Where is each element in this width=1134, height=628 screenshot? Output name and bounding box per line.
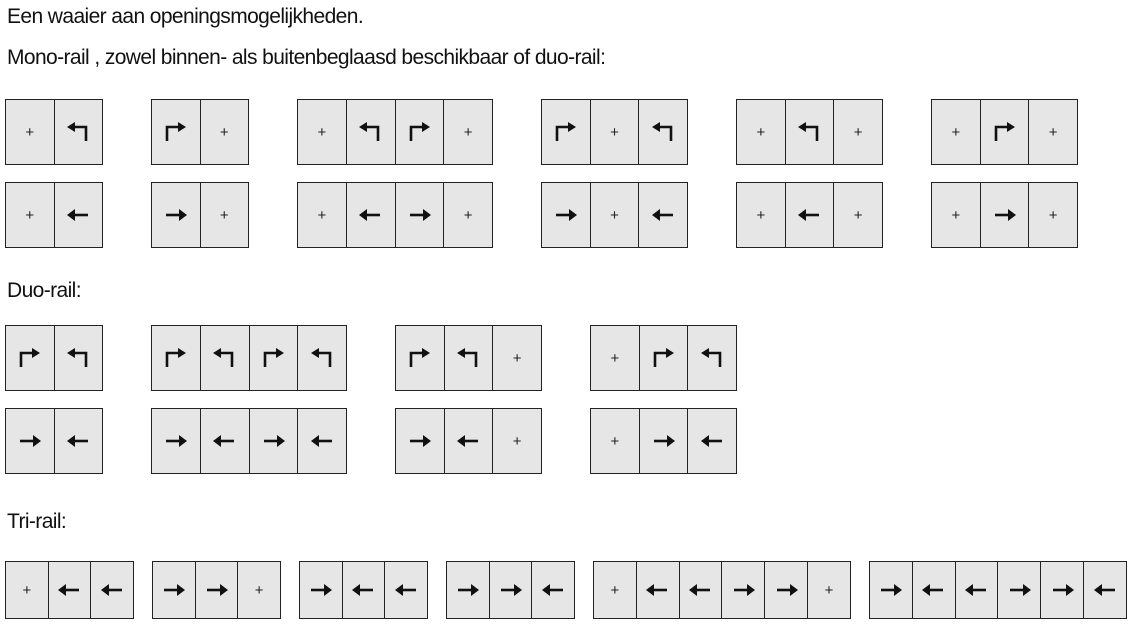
panel-fixed bbox=[590, 183, 639, 247]
panel-slide-left bbox=[54, 409, 103, 473]
plus-icon: + bbox=[756, 123, 766, 141]
panel-slide-right bbox=[6, 409, 54, 473]
panel-fixed bbox=[6, 183, 54, 247]
panel-slide-left bbox=[531, 562, 574, 618]
duo-rail-unit bbox=[590, 325, 737, 391]
panel-fixed bbox=[1028, 100, 1077, 164]
arrow-right-icon bbox=[455, 579, 480, 601]
arrow-right-icon bbox=[163, 204, 188, 226]
tri-rail-unit bbox=[299, 561, 428, 619]
tri-rail-unit bbox=[869, 561, 1127, 619]
panel-tilt-left bbox=[687, 326, 736, 390]
panel-fixed bbox=[591, 409, 639, 473]
panel-slide-right bbox=[396, 409, 444, 473]
tilt-slide-right-icon bbox=[163, 346, 188, 370]
panel-slide-right bbox=[639, 409, 688, 473]
mono-rail-unit bbox=[931, 99, 1078, 165]
panel-slide-right bbox=[152, 409, 200, 473]
plus-icon: + bbox=[951, 123, 961, 141]
panel-slide-left bbox=[687, 409, 736, 473]
panel-tilt-left bbox=[785, 100, 834, 164]
mono-rail-unit bbox=[736, 182, 883, 248]
panel-slide-left bbox=[297, 409, 346, 473]
panel-fixed bbox=[932, 100, 980, 164]
panel-slide-left bbox=[636, 562, 679, 618]
panel-slide-right bbox=[152, 183, 200, 247]
mono-rail-unit bbox=[736, 99, 883, 165]
panel-slide-right bbox=[249, 409, 298, 473]
plus-icon: + bbox=[853, 123, 863, 141]
panel-fixed bbox=[492, 326, 541, 390]
plus-icon: + bbox=[25, 123, 35, 141]
mono-rail-unit bbox=[297, 99, 493, 165]
panel-slide-left bbox=[912, 562, 955, 618]
arrow-right-icon bbox=[308, 579, 333, 601]
panel-slide-right bbox=[395, 183, 444, 247]
tilt-slide-right-icon bbox=[407, 346, 432, 370]
panel-slide-right bbox=[447, 562, 489, 618]
plus-icon: + bbox=[756, 206, 766, 224]
arrow-right-icon bbox=[553, 204, 578, 226]
arrow-right-icon bbox=[204, 579, 229, 601]
mono-rail-unit bbox=[5, 99, 103, 165]
tilt-slide-left-icon bbox=[66, 120, 91, 144]
panel-slide-left bbox=[384, 562, 427, 618]
arrow-right-icon bbox=[161, 579, 186, 601]
panel-fixed bbox=[1028, 183, 1077, 247]
mono-rail-heading: Mono-rail , zowel binnen- als buitenbeglaasd beschikbaar of duo-rail: bbox=[7, 46, 606, 69]
panel-fixed bbox=[298, 183, 346, 247]
arrow-right-icon bbox=[498, 579, 523, 601]
panel-slide-left bbox=[54, 183, 103, 247]
panel-slide-right bbox=[195, 562, 238, 618]
panel-tilt-left bbox=[54, 100, 103, 164]
panel-fixed bbox=[200, 183, 249, 247]
duo-rail-unit bbox=[5, 325, 103, 391]
mono-rail-unit bbox=[931, 182, 1078, 248]
arrow-left-icon bbox=[797, 204, 822, 226]
panel-tilt-right bbox=[396, 326, 444, 390]
plus-icon: + bbox=[610, 123, 619, 141]
arrow-left-icon bbox=[964, 579, 989, 601]
arrow-right-icon bbox=[774, 579, 799, 601]
panel-slide-right bbox=[997, 562, 1040, 618]
duo-rail-unit bbox=[395, 325, 542, 391]
plus-icon: + bbox=[610, 581, 620, 599]
arrow-left-icon bbox=[66, 430, 91, 452]
plus-icon: + bbox=[951, 206, 961, 224]
plus-icon: + bbox=[463, 206, 473, 224]
plus-icon: + bbox=[317, 123, 327, 141]
panel-fixed bbox=[594, 562, 636, 618]
panel-fixed bbox=[833, 100, 882, 164]
arrow-right-icon bbox=[407, 204, 432, 226]
panel-fixed bbox=[492, 409, 541, 473]
arrow-right-icon bbox=[731, 579, 756, 601]
mono-rail-unit bbox=[5, 182, 103, 248]
panel-slide-right bbox=[153, 562, 195, 618]
panel-slide-left bbox=[200, 409, 249, 473]
plus-icon: + bbox=[1048, 123, 1058, 141]
panel-fixed bbox=[932, 183, 980, 247]
panel-tilt-right bbox=[639, 326, 688, 390]
tilt-slide-left-icon bbox=[456, 346, 481, 370]
plus-icon: + bbox=[610, 206, 619, 224]
plus-icon: + bbox=[254, 581, 264, 599]
arrow-left-icon bbox=[700, 430, 725, 452]
arrow-left-icon bbox=[100, 579, 125, 601]
tilt-slide-right-icon bbox=[261, 346, 286, 370]
panel-tilt-right bbox=[980, 100, 1029, 164]
panel-slide-right bbox=[489, 562, 532, 618]
panel-tilt-left bbox=[638, 100, 687, 164]
panel-tilt-right bbox=[542, 100, 590, 164]
plus-icon: + bbox=[512, 349, 522, 367]
plus-icon: + bbox=[853, 206, 863, 224]
panel-slide-left bbox=[342, 562, 385, 618]
panel-slide-right bbox=[870, 562, 912, 618]
duo-rail-unit bbox=[151, 408, 347, 474]
panel-tilt-right bbox=[6, 326, 54, 390]
panel-fixed bbox=[807, 562, 850, 618]
panel-fixed bbox=[200, 100, 249, 164]
tilt-slide-left-icon bbox=[651, 120, 676, 144]
arrow-left-icon bbox=[688, 579, 713, 601]
arrow-left-icon bbox=[212, 430, 237, 452]
arrow-left-icon bbox=[394, 579, 419, 601]
panel-slide-left bbox=[346, 183, 395, 247]
panel-tilt-left bbox=[444, 326, 493, 390]
panel-fixed bbox=[590, 100, 639, 164]
plus-icon: + bbox=[463, 123, 473, 141]
panel-tilt-right bbox=[152, 326, 200, 390]
panel-fixed bbox=[833, 183, 882, 247]
panel-fixed bbox=[6, 100, 54, 164]
panel-fixed bbox=[443, 183, 492, 247]
arrow-left-icon bbox=[645, 579, 670, 601]
panel-tilt-left bbox=[54, 326, 103, 390]
panel-slide-right bbox=[300, 562, 342, 618]
arrow-right-icon bbox=[261, 430, 286, 452]
plus-icon: + bbox=[317, 206, 327, 224]
arrow-right-icon bbox=[163, 430, 188, 452]
duo-rail-heading: Duo-rail: bbox=[7, 279, 81, 302]
panel-tilt-left bbox=[200, 326, 249, 390]
arrow-left-icon bbox=[921, 579, 946, 601]
tilt-slide-left-icon bbox=[212, 346, 237, 370]
arrow-right-icon bbox=[651, 430, 676, 452]
arrow-right-icon bbox=[17, 430, 42, 452]
mono-rail-unit bbox=[151, 182, 249, 248]
arrow-left-icon bbox=[1093, 579, 1118, 601]
tilt-slide-left-icon bbox=[66, 346, 91, 370]
panel-tilt-left bbox=[297, 326, 346, 390]
panel-slide-left bbox=[955, 562, 998, 618]
duo-rail-unit bbox=[5, 408, 103, 474]
tilt-slide-left-icon bbox=[700, 346, 725, 370]
plus-icon: + bbox=[610, 349, 620, 367]
panel-slide-left bbox=[638, 183, 687, 247]
panel-fixed bbox=[443, 100, 492, 164]
panel-slide-right bbox=[980, 183, 1029, 247]
tri-rail-unit bbox=[593, 561, 851, 619]
panel-slide-right bbox=[1040, 562, 1083, 618]
tri-rail-heading: Tri-rail: bbox=[7, 510, 67, 533]
arrow-left-icon bbox=[456, 430, 481, 452]
panel-fixed bbox=[737, 100, 785, 164]
plus-icon: + bbox=[1048, 206, 1058, 224]
tri-rail-unit bbox=[5, 561, 134, 619]
panel-tilt-left bbox=[346, 100, 395, 164]
panel-slide-left bbox=[48, 562, 91, 618]
duo-rail-unit bbox=[395, 408, 542, 474]
panel-slide-left bbox=[1083, 562, 1126, 618]
tilt-slide-right-icon bbox=[553, 120, 578, 144]
arrow-right-icon bbox=[1007, 579, 1032, 601]
plus-icon: + bbox=[824, 581, 834, 599]
tilt-slide-right-icon bbox=[651, 346, 676, 370]
tri-rail-unit bbox=[152, 561, 281, 619]
arrow-left-icon bbox=[310, 430, 335, 452]
arrow-left-icon bbox=[66, 204, 91, 226]
plus-icon: + bbox=[25, 206, 35, 224]
tilt-slide-right-icon bbox=[17, 346, 42, 370]
panel-slide-right bbox=[721, 562, 764, 618]
tilt-slide-left-icon bbox=[310, 346, 335, 370]
arrow-left-icon bbox=[358, 204, 383, 226]
panel-fixed bbox=[737, 183, 785, 247]
mono-rail-unit bbox=[151, 99, 249, 165]
arrow-right-icon bbox=[1050, 579, 1075, 601]
panel-tilt-right bbox=[152, 100, 200, 164]
tilt-slide-left-icon bbox=[797, 120, 822, 144]
tilt-slide-right-icon bbox=[163, 120, 188, 144]
panel-slide-left bbox=[90, 562, 133, 618]
panel-fixed bbox=[237, 562, 280, 618]
arrow-left-icon bbox=[651, 204, 676, 226]
arrow-right-icon bbox=[878, 579, 903, 601]
plus-icon: + bbox=[219, 206, 229, 224]
plus-icon: + bbox=[219, 123, 229, 141]
arrow-right-icon bbox=[992, 204, 1017, 226]
tri-rail-unit bbox=[446, 561, 575, 619]
plus-icon: + bbox=[512, 432, 522, 450]
panel-slide-right bbox=[764, 562, 807, 618]
mono-rail-unit bbox=[297, 182, 493, 248]
mono-rail-unit bbox=[541, 182, 688, 248]
mono-rail-unit bbox=[541, 99, 688, 165]
panel-fixed bbox=[298, 100, 346, 164]
panel-slide-right bbox=[542, 183, 590, 247]
tilt-slide-left-icon bbox=[358, 120, 383, 144]
panel-slide-left bbox=[444, 409, 493, 473]
panel-slide-left bbox=[679, 562, 722, 618]
duo-rail-unit bbox=[151, 325, 347, 391]
arrow-right-icon bbox=[407, 430, 432, 452]
panel-slide-left bbox=[785, 183, 834, 247]
arrow-left-icon bbox=[351, 579, 376, 601]
panel-fixed bbox=[591, 326, 639, 390]
arrow-left-icon bbox=[541, 579, 566, 601]
tilt-slide-right-icon bbox=[407, 120, 432, 144]
arrow-left-icon bbox=[57, 579, 82, 601]
panel-tilt-right bbox=[249, 326, 298, 390]
intro-heading: Een waaier aan openingsmogelijkheden. bbox=[7, 5, 364, 28]
plus-icon: + bbox=[22, 581, 32, 599]
tilt-slide-right-icon bbox=[992, 120, 1017, 144]
duo-rail-unit bbox=[590, 408, 737, 474]
panel-tilt-right bbox=[395, 100, 444, 164]
plus-icon: + bbox=[610, 432, 620, 450]
panel-fixed bbox=[6, 562, 48, 618]
